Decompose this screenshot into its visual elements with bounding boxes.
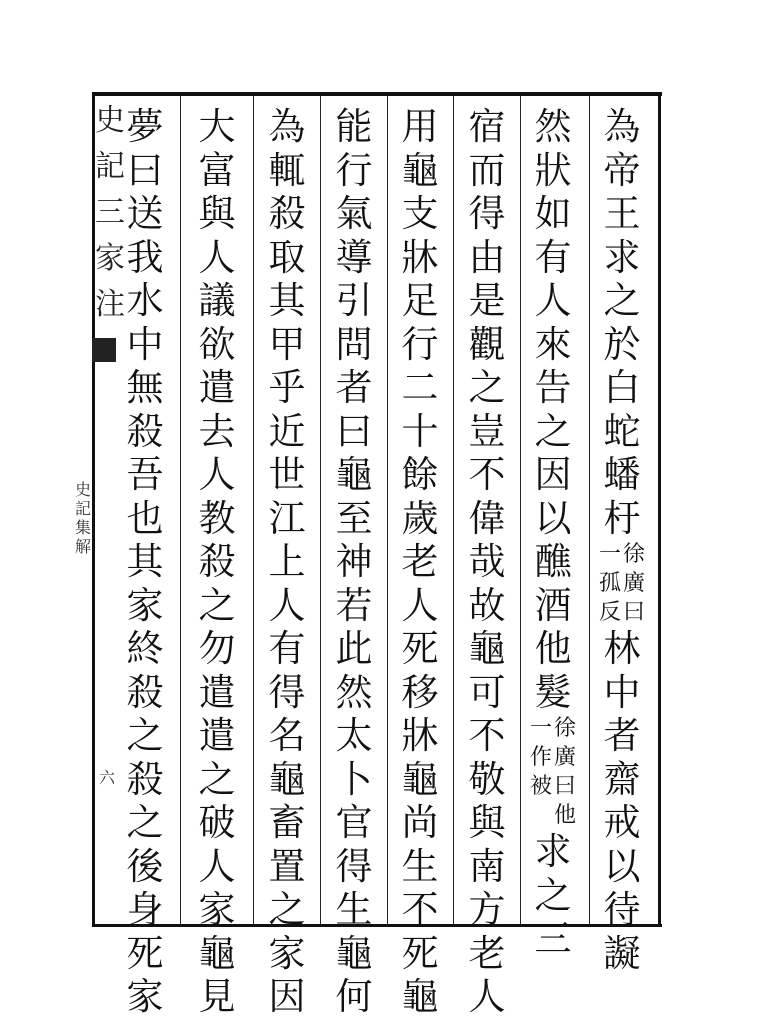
main-char: 龜 <box>335 453 373 496</box>
note-char: 孤 <box>598 571 621 596</box>
main-char: 人 <box>401 583 439 627</box>
column-divider <box>320 96 321 924</box>
fish-tail-mark <box>92 338 116 362</box>
main-char: 者 <box>335 366 373 409</box>
main-char: 太 <box>335 714 373 757</box>
margin-header-char: 家 <box>95 241 125 276</box>
frame-border-top <box>92 92 662 96</box>
main-char: 故 <box>468 583 506 627</box>
main-char: 殺 <box>126 409 164 453</box>
main-char: 南 <box>468 844 506 888</box>
main-char: 十 <box>401 409 439 453</box>
main-char: 死 <box>401 627 439 670</box>
main-char: 之 <box>468 366 506 409</box>
main-char: 之 <box>198 757 236 801</box>
main-char: 之 <box>198 583 236 627</box>
main-char: 方 <box>468 888 506 931</box>
main-char: 不 <box>401 888 439 931</box>
main-char: 餘 <box>401 453 439 496</box>
main-char: 欲 <box>198 322 236 366</box>
column-divider <box>453 96 454 924</box>
main-char: 之 <box>126 801 164 844</box>
margin-header-char: 記 <box>95 149 125 184</box>
main-char: 龜 <box>198 931 236 975</box>
main-char: 中 <box>126 322 164 366</box>
main-char: 家 <box>268 931 306 975</box>
main-char: 家 <box>198 888 236 931</box>
main-char: 置 <box>268 844 306 888</box>
main-char: 有 <box>268 627 306 670</box>
main-char: 為 <box>603 105 641 148</box>
main-char: 哉 <box>468 540 506 583</box>
main-char: 人 <box>468 975 506 1018</box>
main-char: 歲 <box>401 496 439 540</box>
main-char: 若 <box>335 583 373 627</box>
main-char: 髮 <box>534 670 572 714</box>
text-column <box>397 105 443 1018</box>
note-char: 曰 <box>622 600 645 625</box>
main-char: 近 <box>268 409 306 453</box>
main-char: 卜 <box>335 757 373 801</box>
main-char: 用 <box>401 105 439 148</box>
main-char: 勿 <box>198 627 236 670</box>
column-divider <box>180 96 181 924</box>
main-char: 龜 <box>335 931 373 975</box>
note-char: 他 <box>553 803 576 828</box>
main-char: 不 <box>468 714 506 757</box>
main-char: 牀 <box>401 714 439 757</box>
main-char: 來 <box>534 322 572 366</box>
main-char: 行 <box>335 148 373 192</box>
main-char: 與 <box>198 192 236 235</box>
note-char: 被 <box>529 774 552 799</box>
main-char: 他 <box>534 627 572 670</box>
main-char: 人 <box>198 453 236 496</box>
note-char: 徐 <box>622 542 645 567</box>
main-char: 得 <box>268 670 306 714</box>
main-char: 曰 <box>335 409 373 453</box>
main-char: 有 <box>534 235 572 279</box>
main-char: 白 <box>603 366 641 409</box>
book-title-char: 集 <box>74 518 91 537</box>
main-char: 尚 <box>401 801 439 844</box>
main-char: 吾 <box>126 453 164 496</box>
main-char: 中 <box>603 670 641 714</box>
note-char: 徐 <box>553 716 576 741</box>
main-char: 林 <box>603 627 641 670</box>
main-char: 生 <box>335 888 373 931</box>
book-title-char: 解 <box>74 537 91 556</box>
main-char: 求 <box>603 235 641 279</box>
main-char: 殺 <box>126 670 164 714</box>
main-char: 因 <box>534 453 572 496</box>
main-char: 輒 <box>268 148 306 192</box>
main-char: 我 <box>126 235 164 279</box>
column-divider <box>387 96 388 924</box>
main-char: 因 <box>268 975 306 1018</box>
column-divider <box>253 96 254 924</box>
book-title <box>72 480 94 556</box>
main-char: 上 <box>268 540 306 583</box>
main-char: 老 <box>401 540 439 583</box>
main-char: 名 <box>268 714 306 757</box>
main-char: 之 <box>534 873 572 917</box>
main-char: 王 <box>603 192 641 235</box>
margin-header-char: 史 <box>95 103 125 138</box>
main-char: 曰 <box>126 148 164 192</box>
main-char: 見 <box>198 975 236 1018</box>
main-char: 教 <box>198 496 236 540</box>
main-char: 如 <box>534 192 572 235</box>
note-char: 一 <box>529 716 552 741</box>
main-char: 於 <box>603 322 641 366</box>
note-char: 曰 <box>553 774 576 799</box>
text-column <box>598 105 645 975</box>
main-char: 生 <box>401 844 439 888</box>
main-char: 三 <box>534 917 572 960</box>
column-divider <box>589 96 590 924</box>
annotation-note <box>598 540 646 627</box>
main-char: 其 <box>126 540 164 583</box>
main-char: 殺 <box>268 192 306 235</box>
main-char: 問 <box>335 322 373 366</box>
main-char: 宿 <box>468 105 506 148</box>
main-char: 能 <box>335 105 373 148</box>
text-column <box>464 105 510 1018</box>
main-char: 得 <box>468 192 506 235</box>
main-char: 也 <box>126 496 164 540</box>
main-char: 之 <box>534 409 572 453</box>
main-char: 龜 <box>401 975 439 1018</box>
main-char: 送 <box>126 192 164 235</box>
main-char: 其 <box>268 279 306 322</box>
main-char: 帝 <box>603 148 641 192</box>
main-char: 支 <box>401 192 439 235</box>
main-char: 行 <box>401 322 439 366</box>
text-column <box>194 105 240 1018</box>
main-char: 牀 <box>401 235 439 279</box>
main-char: 可 <box>468 670 506 714</box>
main-char: 官 <box>335 801 373 844</box>
main-char: 然 <box>534 105 572 148</box>
main-char: 人 <box>534 279 572 322</box>
margin-header-char: 注 <box>95 287 125 322</box>
main-char: 以 <box>603 844 641 888</box>
main-char: 之 <box>126 714 164 757</box>
note-column-left <box>529 714 553 830</box>
margin-header <box>95 98 125 338</box>
main-char: 敬 <box>468 757 506 801</box>
main-char: 求 <box>534 830 572 873</box>
main-char: 神 <box>335 540 373 583</box>
main-char: 戒 <box>603 801 641 844</box>
note-char: 作 <box>529 745 552 770</box>
main-char: 甲 <box>268 322 306 366</box>
main-char: 富 <box>198 148 236 192</box>
main-char: 足 <box>401 279 439 322</box>
main-char: 世 <box>268 453 306 496</box>
main-char: 與 <box>468 801 506 844</box>
main-char: 豈 <box>468 409 506 453</box>
main-char: 譺 <box>603 931 641 975</box>
main-char: 無 <box>126 366 164 409</box>
text-column <box>264 105 310 1018</box>
main-char: 龜 <box>401 148 439 192</box>
main-char: 得 <box>335 844 373 888</box>
main-char: 死 <box>401 931 439 975</box>
text-column <box>122 105 168 1018</box>
main-char: 終 <box>126 627 164 670</box>
main-char: 氣 <box>335 192 373 235</box>
note-char: 反 <box>598 600 621 625</box>
main-char: 遣 <box>198 714 236 757</box>
main-char: 待 <box>603 888 641 931</box>
page-number: 六 <box>98 768 115 787</box>
main-char: 破 <box>198 801 236 844</box>
main-char: 遣 <box>198 366 236 409</box>
book-title-char: 記 <box>74 499 91 518</box>
text-column <box>331 105 377 1018</box>
main-char: 何 <box>335 975 373 1018</box>
main-char: 龜 <box>468 627 506 670</box>
main-char: 醮 <box>534 540 572 583</box>
main-char: 齋 <box>603 757 641 801</box>
frame-border-right <box>658 92 661 927</box>
note-column-left <box>598 540 622 627</box>
main-char: 二 <box>401 366 439 409</box>
main-char: 家 <box>126 975 164 1018</box>
main-char: 畜 <box>268 801 306 844</box>
main-char: 蛇 <box>603 409 641 453</box>
main-char: 而 <box>468 148 506 192</box>
note-column-right <box>622 540 646 627</box>
main-char: 家 <box>126 583 164 627</box>
annotation-note <box>529 714 577 830</box>
main-char: 杅 <box>603 496 641 540</box>
main-char: 此 <box>335 627 373 670</box>
main-char: 死 <box>126 931 164 975</box>
frame-border-bottom <box>92 924 662 927</box>
main-char: 龜 <box>401 757 439 801</box>
main-char: 人 <box>198 844 236 888</box>
main-char: 後 <box>126 844 164 888</box>
main-char: 取 <box>268 235 306 279</box>
margin-header-char: 三 <box>95 195 125 230</box>
main-char: 引 <box>335 279 373 322</box>
main-char: 至 <box>335 496 373 540</box>
main-char: 之 <box>603 279 641 322</box>
main-char: 觀 <box>468 322 506 366</box>
main-char: 者 <box>603 714 641 757</box>
main-char: 龜 <box>268 757 306 801</box>
main-char: 去 <box>198 409 236 453</box>
main-char: 蟠 <box>603 453 641 496</box>
book-title-char: 史 <box>74 480 91 499</box>
text-column <box>529 105 576 960</box>
main-char: 人 <box>268 583 306 627</box>
main-char: 狀 <box>534 148 572 192</box>
main-char: 殺 <box>198 540 236 583</box>
main-char: 告 <box>534 366 572 409</box>
note-char: 廣 <box>553 745 576 770</box>
main-char: 乎 <box>268 366 306 409</box>
main-char: 之 <box>268 888 306 931</box>
main-char: 移 <box>401 670 439 714</box>
main-char: 老 <box>468 931 506 975</box>
main-char: 遣 <box>198 670 236 714</box>
main-char: 是 <box>468 279 506 322</box>
main-char: 殺 <box>126 757 164 801</box>
main-char: 由 <box>468 235 506 279</box>
main-char: 夢 <box>126 105 164 148</box>
main-char: 酒 <box>534 583 572 627</box>
column-divider <box>520 96 521 924</box>
main-char: 不 <box>468 453 506 496</box>
main-char: 以 <box>534 496 572 540</box>
main-char: 議 <box>198 279 236 322</box>
main-char: 然 <box>335 670 373 714</box>
main-char: 身 <box>126 888 164 931</box>
main-char: 水 <box>126 279 164 322</box>
main-char: 為 <box>268 105 306 148</box>
main-char: 導 <box>335 235 373 279</box>
main-char: 人 <box>198 235 236 279</box>
note-char: 一 <box>598 542 621 567</box>
main-char: 偉 <box>468 496 506 540</box>
main-char: 大 <box>198 105 236 148</box>
main-char: 江 <box>268 496 306 540</box>
note-column-right <box>553 714 577 830</box>
note-char: 廣 <box>622 571 645 596</box>
